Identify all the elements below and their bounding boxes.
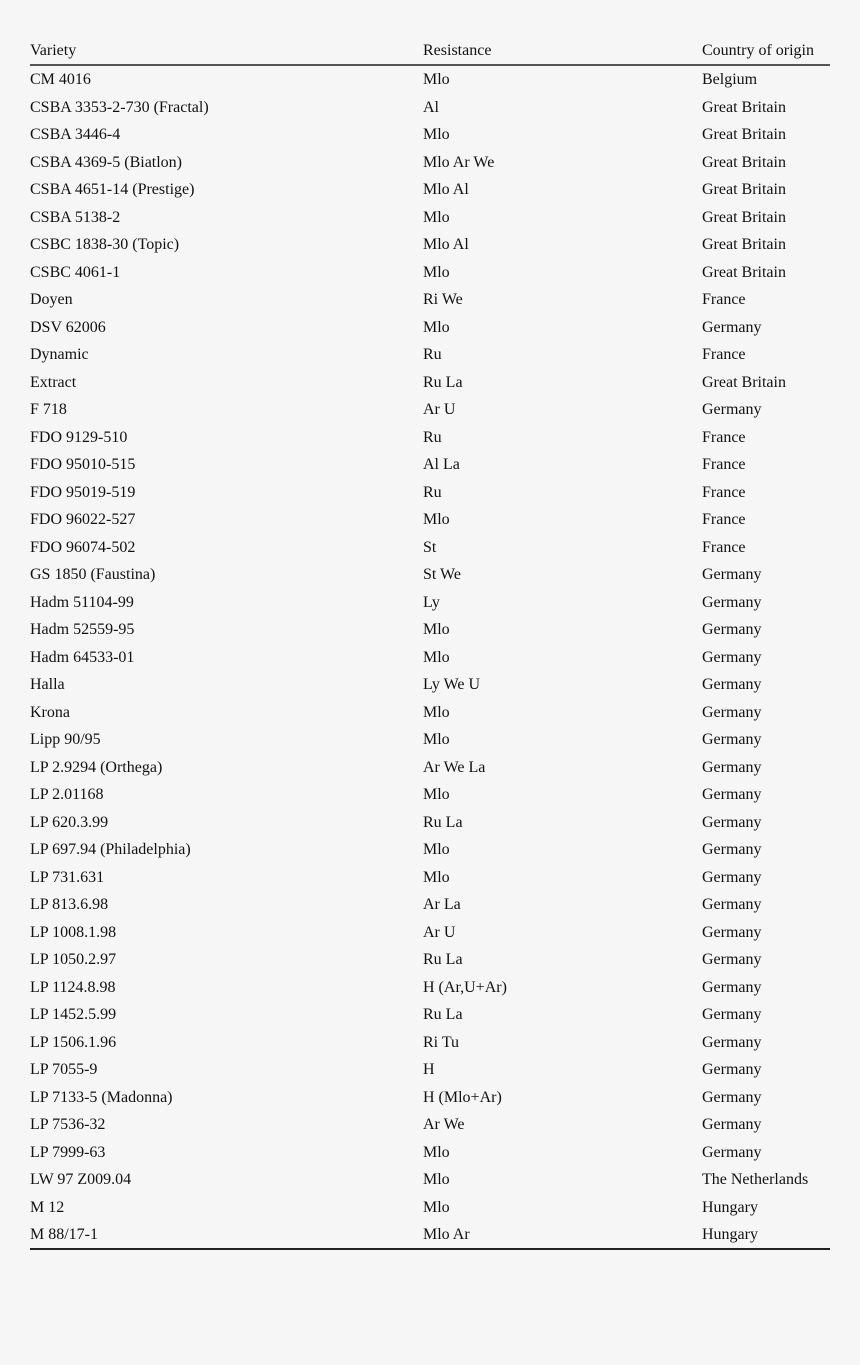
resistance-cell: Mlo (423, 511, 450, 528)
variety-cell: CSBC 1838-30 (Topic) (30, 236, 180, 253)
country-cell: Germany (702, 978, 762, 996)
country-cell: Germany (702, 318, 762, 336)
variety-cell: Hadm 52559-95 (30, 621, 135, 638)
variety-cell: Doyen (30, 291, 73, 308)
table-row (30, 974, 830, 1002)
table-row (30, 589, 830, 617)
resistance-cell: Mlo (423, 126, 450, 143)
variety-cell: F 718 (30, 401, 67, 418)
variety-cell: LP 7536-32 (30, 1116, 106, 1133)
country-cell: Germany (702, 593, 762, 611)
variety-cell: LP 1050.2.97 (30, 951, 117, 968)
variety-cell: M 12 (30, 1198, 65, 1216)
variety-cell: LP 620.3.99 (30, 813, 109, 831)
variety-cell: CSBA 3446-4 (30, 126, 121, 143)
variety-cell: LP 2.9294 (Orthega) (30, 758, 163, 776)
resistance-cell: Mlo (423, 318, 450, 336)
resistance-cell: H (423, 1061, 435, 1078)
variety-cell: LP 1506.1.96 (30, 1033, 117, 1051)
country-cell: Great Britain (702, 208, 786, 226)
resistance-cell: Mlo Ar (423, 1226, 470, 1243)
table-row (30, 66, 830, 94)
resistance-cell: Ar We (423, 1116, 465, 1133)
variety-cell: CSBC 4061-1 (30, 263, 121, 281)
variety-cell: Halla (30, 676, 65, 693)
variety-cell: CSBA 4369-5 (Biatlon) (30, 153, 183, 171)
country-cell: Germany (702, 566, 762, 583)
table-row (30, 836, 830, 864)
resistance-cell: Ar U (423, 401, 456, 418)
table-row (30, 891, 830, 919)
variety-cell: M 88/17-1 (30, 1226, 98, 1243)
resistance-cell: Mlo (423, 71, 450, 88)
header-variety: Variety (30, 42, 77, 59)
table-row (30, 1139, 830, 1167)
variety-cell: Lipp 90/95 (30, 731, 101, 748)
table-row (30, 1056, 830, 1084)
table-row (30, 726, 830, 754)
resistance-cell: Mlo (423, 648, 450, 666)
variety-cell: DSV 62006 (30, 318, 106, 336)
country-cell: Germany (702, 1143, 762, 1161)
variety-cell: LP 1124.8.98 (30, 978, 116, 996)
country-cell: Germany (702, 758, 762, 776)
variety-cell: FDO 9129-510 (30, 428, 128, 446)
table-row (30, 616, 830, 644)
country-cell: Germany (702, 731, 762, 748)
variety-cell: LW 97 Z009.04 (30, 1171, 132, 1188)
variety-cell: Krona (30, 703, 70, 721)
country-cell: France (702, 346, 746, 363)
table-row (30, 919, 830, 947)
variety-cell: FDO 95019-519 (30, 483, 136, 501)
country-cell: Germany (702, 1006, 762, 1023)
resistance-cell: Ri Tu (423, 1033, 460, 1051)
country-cell: Germany (702, 676, 762, 693)
resistance-cell: Ru La (423, 813, 463, 831)
country-cell: Germany (702, 1088, 762, 1106)
variety-cell: LP 7055-9 (30, 1061, 98, 1078)
country-cell: Germany (702, 1116, 762, 1133)
resistance-cell: Ar U (423, 923, 456, 941)
variety-cell: CSBA 4651-14 (Prestige) (30, 181, 195, 198)
table-row (30, 451, 830, 479)
table-header (30, 38, 830, 66)
table-body (30, 66, 830, 1249)
country-cell: Great Britain (702, 98, 786, 116)
variety-cell: LP 1452.5.99 (30, 1006, 117, 1023)
resistance-cell: Ar We La (423, 758, 486, 776)
country-cell: Germany (702, 813, 762, 831)
resistance-cell: Mlo (423, 786, 450, 803)
resistance-cell: Mlo (423, 621, 450, 638)
resistance-cell: Mlo (423, 208, 450, 226)
variety-cell: LP 697.94 (Philadelphia) (30, 841, 191, 858)
resistance-cell: H (Mlo+Ar) (423, 1088, 502, 1106)
table-row (30, 286, 830, 314)
country-cell: France (702, 511, 746, 528)
resistance-cell: Ru La (423, 951, 463, 968)
table-row (30, 506, 830, 534)
table-row (30, 121, 830, 149)
table-row (30, 259, 830, 287)
header-resistance: Resistance (423, 42, 492, 59)
resistance-cell: Ar La (423, 896, 461, 913)
table-row (30, 176, 830, 204)
table-row (30, 1084, 830, 1112)
resistance-cell: Ri We (423, 291, 463, 308)
resistance-cell: Al (423, 98, 439, 116)
resistance-cell: Mlo (423, 1198, 450, 1216)
country-cell: Hungary (702, 1198, 758, 1216)
variety-cell: Hadm 64533-01 (30, 648, 135, 666)
table-row (30, 479, 830, 507)
table-row (30, 149, 830, 177)
country-cell: Great Britain (702, 153, 786, 171)
country-cell: Great Britain (702, 236, 786, 253)
resistance-cell: Mlo (423, 263, 450, 281)
resistance-cell: Mlo (423, 703, 450, 721)
variety-cell: LP 813.6.98 (30, 896, 109, 913)
table-row (30, 699, 830, 727)
table-row (30, 1001, 830, 1029)
country-cell: Belgium (702, 71, 758, 88)
variety-cell: Extract (30, 373, 77, 391)
table-row (30, 864, 830, 892)
resistance-cell: H (Ar,U+Ar) (423, 978, 507, 996)
country-cell: France (702, 538, 746, 556)
variety-cell: LP 7999-63 (30, 1143, 106, 1161)
resistance-cell: Al La (423, 456, 460, 473)
resistance-cell: Mlo (423, 868, 450, 886)
table-row (30, 946, 830, 974)
country-cell: Germany (702, 648, 762, 666)
country-cell: The Netherlands (702, 1171, 809, 1188)
table-row (30, 1194, 830, 1222)
country-cell: Germany (702, 703, 762, 721)
country-cell: Germany (702, 1061, 762, 1078)
resistance-cell: Ru (423, 346, 442, 363)
variety-cell: CM 4016 (30, 71, 91, 88)
resistance-cell: Ru La (423, 373, 463, 391)
table-row (30, 396, 830, 424)
resistance-cell: Mlo (423, 731, 450, 748)
country-cell: Great Britain (702, 263, 786, 281)
country-cell: Germany (702, 896, 762, 913)
table-row (30, 1166, 830, 1194)
resistance-cell: Ru La (423, 1006, 463, 1023)
table-row (30, 1029, 830, 1057)
table-row (30, 1221, 830, 1249)
country-cell: Germany (702, 868, 762, 886)
country-cell: Germany (702, 841, 762, 858)
table-row (30, 809, 830, 837)
country-cell: Germany (702, 923, 762, 941)
resistance-cell: Mlo Ar We (423, 153, 495, 171)
variety-cell: LP 2.01168 (30, 786, 104, 803)
table-row (30, 204, 830, 232)
country-cell: Great Britain (702, 181, 786, 198)
country-cell: Germany (702, 401, 762, 418)
variety-cell: LP 7133-5 (Madonna) (30, 1088, 173, 1106)
variety-cell: Dynamic (30, 346, 89, 363)
country-cell: France (702, 483, 746, 501)
resistance-cell: St We (423, 566, 461, 583)
header-country: Country of origin (702, 42, 814, 59)
table-row (30, 1111, 830, 1139)
country-cell: Germany (702, 1033, 762, 1051)
table-row (30, 231, 830, 259)
variety-cell: FDO 96074-502 (30, 538, 136, 556)
table-row (30, 314, 830, 342)
table-row (30, 644, 830, 672)
country-cell: Germany (702, 621, 762, 638)
country-cell: Germany (702, 786, 762, 803)
table-row (30, 561, 830, 589)
resistance-cell: Mlo Al (423, 181, 469, 198)
country-cell: Hungary (702, 1226, 758, 1243)
table-row (30, 341, 830, 369)
resistance-cell: Ru (423, 428, 442, 446)
table-row (30, 671, 830, 699)
table-row (30, 754, 830, 782)
table-row (30, 424, 830, 452)
table-row (30, 369, 830, 397)
resistance-cell: Ru (423, 483, 442, 501)
resistance-cell: Mlo Al (423, 236, 469, 253)
variety-cell: FDO 95010-515 (30, 456, 136, 473)
country-cell: France (702, 456, 746, 473)
variety-cell: FDO 96022-527 (30, 511, 136, 528)
country-cell: Germany (702, 951, 762, 968)
variety-cell: LP 1008.1.98 (30, 923, 117, 941)
table-row (30, 534, 830, 562)
table-row (30, 94, 830, 122)
country-cell: France (702, 428, 746, 446)
variety-cell: CSBA 3353-2-730 (Fractal) (30, 98, 209, 116)
table-row (30, 781, 830, 809)
variety-cell: GS 1850 (Faustina) (30, 566, 156, 583)
variety-cell: LP 731.631 (30, 868, 105, 886)
resistance-cell: Mlo (423, 1143, 450, 1161)
resistance-cell: Mlo (423, 1171, 450, 1188)
resistance-cell: St (423, 538, 437, 556)
resistance-cell: Ly (423, 593, 440, 611)
country-cell: Great Britain (702, 373, 786, 391)
country-cell: France (702, 291, 746, 308)
resistance-cell: Ly We U (423, 676, 481, 693)
variety-cell: Hadm 51104-99 (30, 593, 134, 611)
resistance-cell: Mlo (423, 841, 450, 858)
variety-table (30, 38, 830, 1250)
variety-cell: CSBA 5138-2 (30, 208, 121, 226)
country-cell: Great Britain (702, 126, 786, 143)
